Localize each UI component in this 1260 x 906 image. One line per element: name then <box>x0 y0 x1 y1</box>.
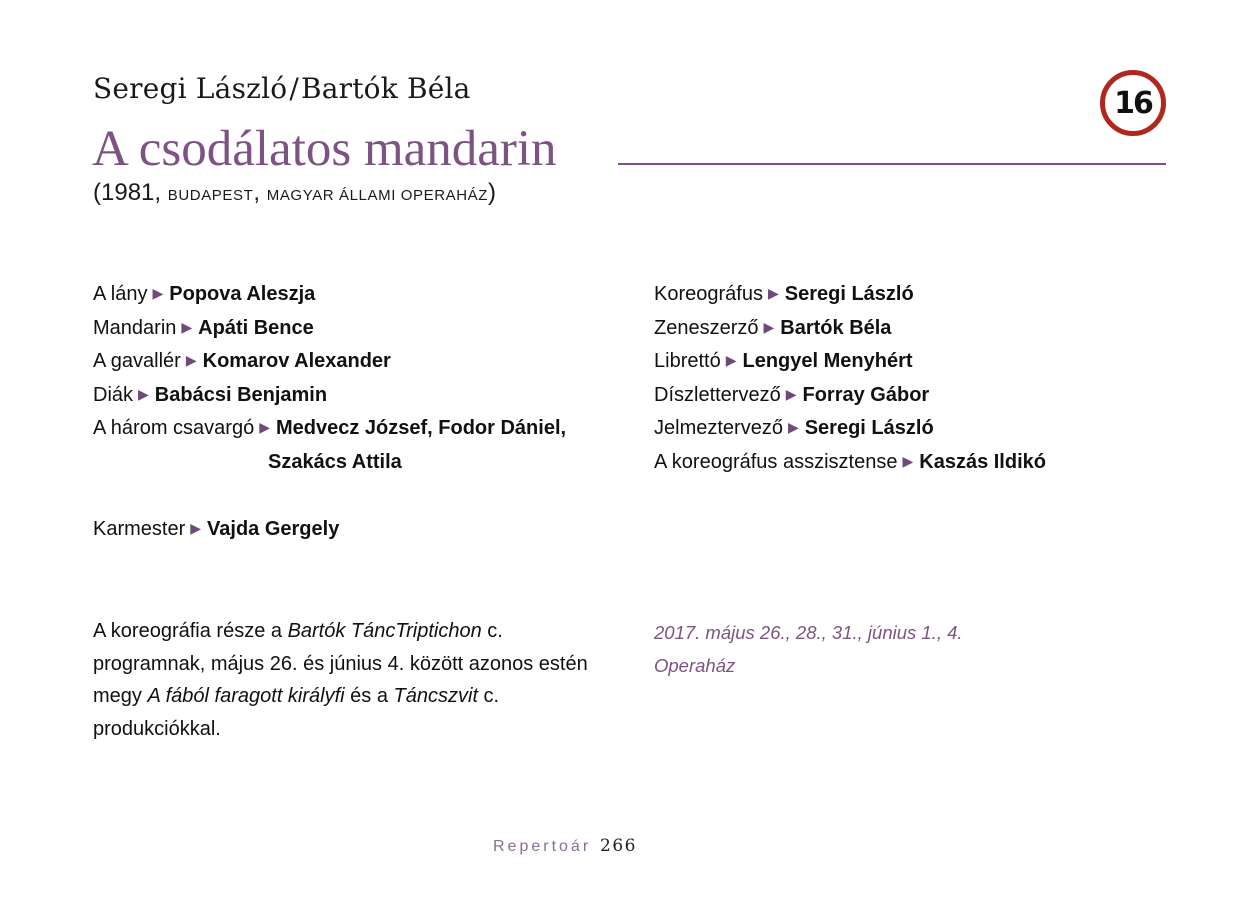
title-underline <box>618 163 1166 165</box>
subtitle-venue: MAGYAR ÁLLAMI OPERAHÁZ <box>266 187 489 204</box>
cast-name: Komarov Alexander <box>202 350 391 373</box>
creator-name: Seregi László <box>784 283 914 305</box>
conductor-line <box>93 513 339 548</box>
age-rating-number: 16 <box>1114 85 1152 121</box>
creator-role: Díszlettervező <box>654 383 781 406</box>
play-arrow-icon: ▶ <box>787 419 799 436</box>
cast-row <box>93 278 566 312</box>
cast-role: Diák <box>93 383 134 406</box>
cast-role: Mandarin <box>93 316 177 339</box>
cast-role: A gavallér <box>93 350 181 373</box>
performance-venue: Operaház <box>654 654 736 676</box>
choreographer-name: Seregi László <box>93 72 288 105</box>
creator-role: Librettó <box>654 350 721 373</box>
note-text: A koreográfia része a <box>93 620 288 642</box>
conductor-name: Vajda Gergely <box>207 518 340 540</box>
creator-row <box>654 412 1046 446</box>
cast-name: Apáti Bence <box>198 316 314 339</box>
cast-name: Popova Aleszja <box>169 283 316 305</box>
work-title: A csodálatos mandarin <box>92 121 557 177</box>
subtitle-place: BUDAPEST <box>167 187 254 204</box>
play-arrow-icon: ▶ <box>725 352 737 369</box>
conductor-role: Karmester <box>93 518 186 540</box>
note-text: c. produkciókkal. <box>93 685 500 740</box>
authors-line <box>93 72 471 105</box>
creator-role: Jelmeztervező <box>654 417 783 440</box>
creator-role: Zeneszerző <box>654 316 759 339</box>
play-arrow-icon: ▶ <box>763 318 775 335</box>
play-arrow-icon: ▶ <box>185 352 197 369</box>
play-arrow-icon: ▶ <box>902 452 914 469</box>
creator-row <box>654 278 1046 312</box>
play-arrow-icon: ▶ <box>767 285 779 301</box>
creator-role: Koreográfus <box>654 283 763 305</box>
program-note <box>93 615 613 745</box>
author-separator: / <box>289 72 299 105</box>
performance-info <box>654 617 963 682</box>
creator-name: Seregi László <box>804 417 934 440</box>
play-arrow-icon: ▶ <box>138 385 149 402</box>
creator-row <box>654 312 1046 346</box>
cast-name: Babácsi Benjamin <box>154 383 328 406</box>
subtitle-comma: , <box>253 179 261 206</box>
cast-row-continuation <box>93 446 566 480</box>
page-number: 266 <box>600 836 637 856</box>
note-title-triptichon: Bartók TáncTriptichon <box>287 620 482 642</box>
note-text: és a <box>344 685 394 707</box>
creator-name: Kaszás Ildikó <box>919 450 1046 473</box>
creators-list <box>654 278 1046 480</box>
creator-name: Bartók Béla <box>780 316 892 339</box>
note-title-kiralyfi: A fából faragott királyfi <box>147 685 345 707</box>
cast-role: A három csavargó <box>93 417 255 440</box>
creator-role: A koreográfus asszisztense <box>654 450 898 473</box>
cast-role: A lány <box>93 283 148 305</box>
creator-name: Lengyel Menyhért <box>742 350 913 373</box>
age-rating-badge <box>1100 70 1166 136</box>
cast-row <box>93 379 566 413</box>
note-title-tancszvit: Táncszvit <box>393 685 478 707</box>
cast-list <box>93 278 566 480</box>
note-text: c. programnak, május 26. és június 4. között azonos estén megy <box>93 620 588 707</box>
composer-name: Bartók Béla <box>300 72 471 105</box>
premiere-subtitle <box>93 179 496 207</box>
play-arrow-icon: ▶ <box>259 419 270 436</box>
subtitle-close: ) <box>488 179 497 206</box>
play-arrow-icon: ▶ <box>181 318 193 335</box>
cast-name-continuation: Szakács Attila <box>268 450 402 473</box>
subtitle-open: (1981, <box>93 179 162 206</box>
cast-name: Medvecz József, Fodor Dániel, <box>275 417 567 440</box>
play-arrow-icon: ▶ <box>190 520 202 536</box>
performance-dates: 2017. május 26., 28., 31., június 1., 4. <box>654 622 963 643</box>
play-arrow-icon: ▶ <box>785 385 797 402</box>
cast-row <box>93 412 566 446</box>
footer-section-label: Repertoár <box>493 838 592 855</box>
creator-row <box>654 379 1046 413</box>
creator-row <box>654 446 1046 480</box>
creator-row <box>654 345 1046 379</box>
cast-row <box>93 345 566 379</box>
cast-row <box>93 312 566 346</box>
creator-name: Forray Gábor <box>802 383 930 406</box>
play-arrow-icon: ▶ <box>152 285 164 301</box>
